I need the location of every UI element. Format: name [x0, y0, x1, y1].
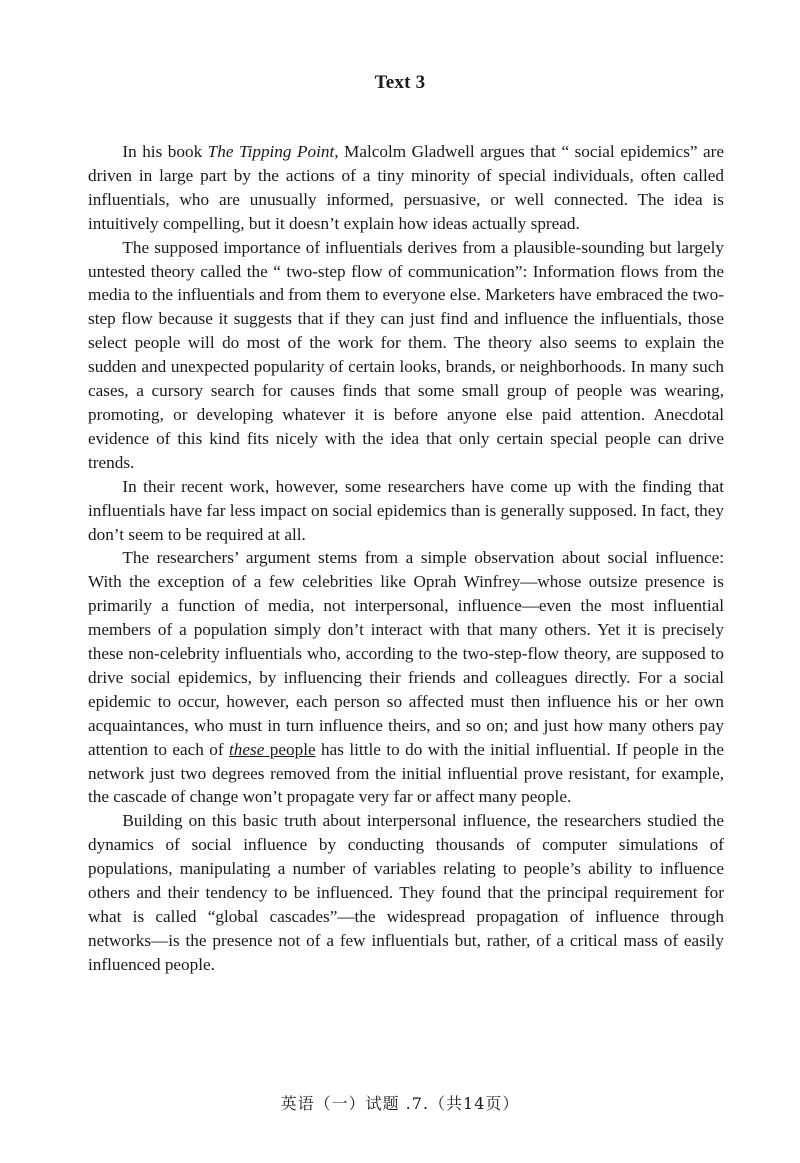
- paragraph-1: [88, 140, 724, 236]
- page-footer: 英语（一）试题 .7.（共14页）: [280, 1094, 520, 1113]
- paragraph-4: [88, 546, 724, 809]
- underlined-these: these: [229, 739, 265, 759]
- paragraph-5: Building on this basic truth about interpersonal influence, the researchers studied the dynamics of social influence by conducting thousands of computer simulations of populations, manipulating a number of variables relating to people’s ability to influence others and their tendency to be influenced. They found that the principal requirement for what is called “global cascades”—the widespread propagation of influence through networks—is the presence not of a few influentials but, rather, of a critical mass of easily influenced people.: [88, 811, 724, 974]
- paragraph-2: The supposed importance of influentials derives from a plausible-sounding but largely untested theory called the “ two-step flow of communication”: Information flows from the media to the influentials and from them to everyone else. Marketers have embraced the two-step flow because it suggests that if they can just find and influence the influentials, those select people will do most of the work for them. The theory also seems to explain the sudden and unexpected popularity of certain looks, brands, or neighborhoods. In many such cases, a cursory search for causes finds that some small group of people was wearing, promoting, or developing whatever it is before anyone else paid attention. Anecdotal evidence of this kind fits nicely with the idea that only certain special people can drive trends.: [88, 237, 724, 472]
- book-title: The Tipping Point: [207, 142, 335, 161]
- page-title: Text 3: [374, 72, 426, 93]
- paragraph-3: In their recent work, however, some researchers have come up with the finding that influentials have far less impact on social epidemics than is generally supposed. In fact, they don’t seem to be required at all.: [88, 476, 724, 544]
- paragraph-1-post: , Malcolm Gladwell argues that “ social epidemics” are driven in large part by the actions of a tiny minority of special individuals, often called influentials, who are unusually informed, persuasive, or well connected. The idea is intuitively compelling, but it doesn’t explain how ideas actually spread.: [88, 142, 724, 233]
- paragraph-4-post: has little to do with the initial influential. If people in the network just two degrees removed from the initial influential prove resistant, for example, the cascade of change won’t propagate very far or affect many people.: [88, 739, 724, 807]
- paragraph-4-pre: The researchers’ argument stems from a simple observation about social influence: With the exception of a few celebrities like Oprah Winfrey—whose outsize presence is primarily a function of media, not interpersonal, influence—even the most influential members of a population simply don’t interact with that many others. Yet it is precisely these non-celebrity influentials who, according to the two-step-flow theory, are supposed to drive social epidemics, by influencing their friends and colleagues directly. For a social epidemic to occur, however, each person so affected must then influence his or her own acquaintances, who must in turn influence theirs, and so on; and just how many others pay attention to each of: [88, 548, 724, 759]
- underlined-people: people: [264, 739, 316, 759]
- passage-body: [88, 140, 724, 977]
- paragraph-1-pre: In his book: [122, 142, 208, 161]
